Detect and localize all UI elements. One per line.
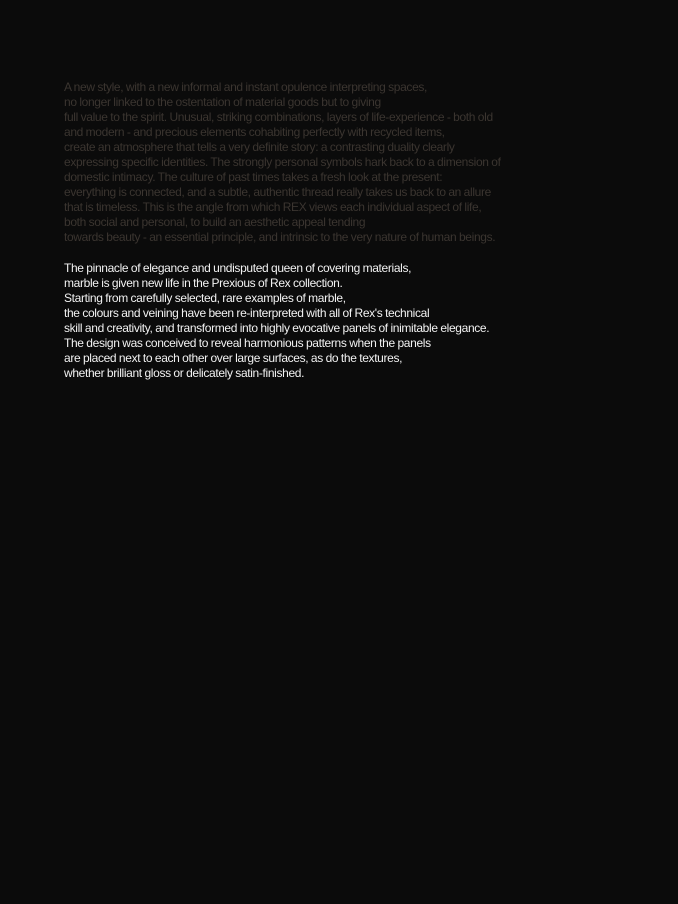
body-line: The design was conceived to reveal harmonious patterns when the panels — [64, 336, 431, 350]
intro-line: everything is connected, and a subtle, authentic thread really takes us back to an allure — [64, 185, 491, 199]
body-line: The pinnacle of elegance and undisputed queen of covering materials, — [64, 261, 412, 275]
intro-line: and modern - and precious elements cohabiting perfectly with recycled items, — [64, 125, 445, 139]
body-line: the colours and veining have been re-interpreted with all of Rex's technical — [64, 306, 430, 320]
intro-line: both social and personal, to build an aesthetic appeal tending — [64, 215, 366, 229]
intro-line: A new style, with a new informal and instant opulence interpreting spaces, — [64, 80, 428, 94]
intro-line: domestic intimacy. The culture of past times takes a fresh look at the present: — [64, 170, 443, 184]
intro-line: full value to the spirit. Unusual, striking combinations, layers of life-experience - both old — [64, 110, 493, 124]
intro-line: expressing specific identities. The strongly personal symbols hark back to a dimension of — [64, 155, 501, 169]
intro-line: no longer linked to the ostentation of material goods but to giving — [64, 95, 381, 109]
intro-line: create an atmosphere that tells a very definite story: a contrasting duality clearly — [64, 140, 455, 154]
body-line: are placed next to each other over large surfaces, as do the textures, — [64, 351, 403, 365]
intro-line: that is timeless. This is the angle from which REX views each individual aspect of life, — [64, 200, 482, 214]
body-paragraph — [64, 261, 664, 381]
body-line: whether brilliant gloss or delicately satin-finished. — [64, 366, 305, 380]
body-line: marble is given new life in the Prexious of Rex collection. — [64, 276, 343, 290]
body-line: Starting from carefully selected, rare examples of marble, — [64, 291, 346, 305]
intro-line: towards beauty - an essential principle, and intrinsic to the very nature of human beings. — [64, 230, 496, 244]
body-line: skill and creativity, and transformed into highly evocative panels of inimitable elegance. — [64, 321, 490, 335]
intro-paragraph — [64, 80, 664, 245]
